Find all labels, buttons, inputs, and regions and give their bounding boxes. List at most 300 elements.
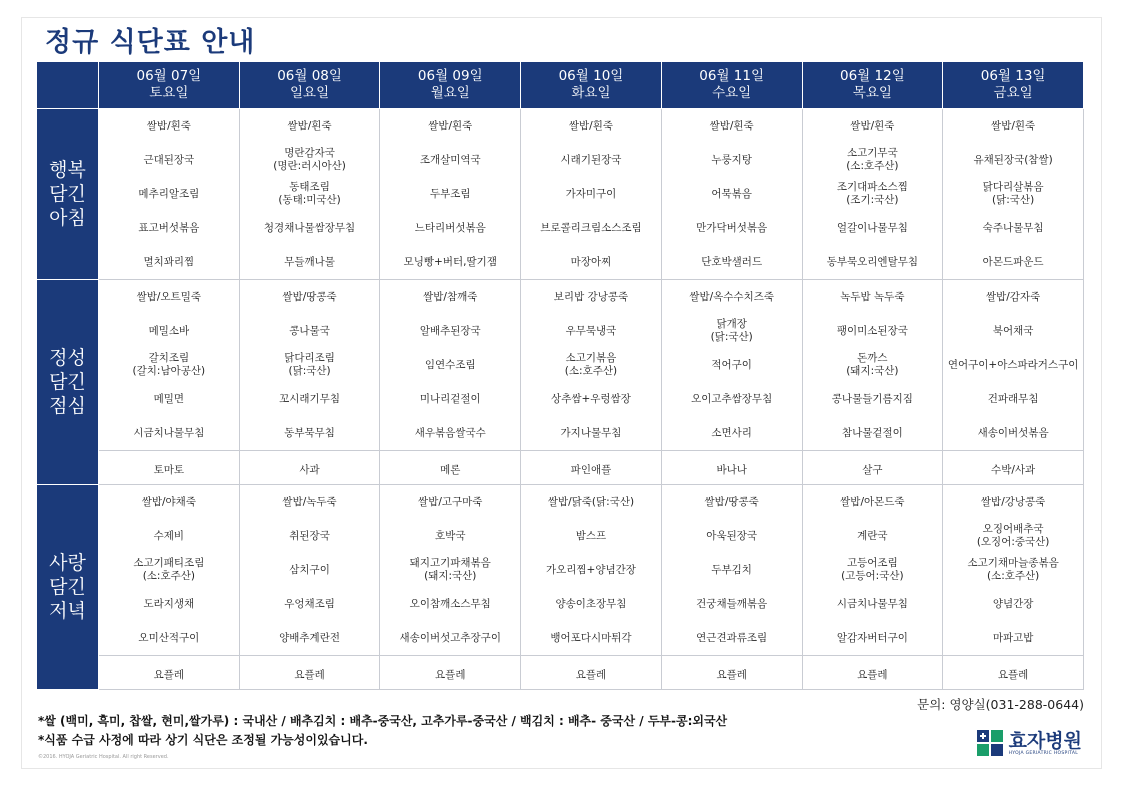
day-header: [943, 62, 1084, 109]
menu-item: [943, 314, 1083, 348]
menu-item-name: 수제비: [153, 529, 185, 542]
menu-item: [662, 314, 802, 348]
menu-item-origin: (소:호주산): [564, 365, 618, 377]
menu-item-name: 오이참깨소스무침: [409, 597, 491, 610]
menu-item: [943, 621, 1083, 655]
menu-item: [662, 416, 802, 450]
meal-label: [37, 280, 99, 485]
menu-item: [521, 143, 661, 177]
day-meal-cell: [99, 109, 240, 280]
menu-item-name: 쌀밥/오트밀죽: [136, 290, 202, 303]
menu-item-name: 쌀밥/옥수수치즈죽: [689, 290, 774, 303]
hospital-name: 효자병원: [1008, 729, 1082, 752]
hospital-logo-icon: [977, 730, 1003, 756]
day-meal-cell: [802, 280, 943, 451]
day-meal-cell: [802, 485, 943, 656]
menu-item-name: 적어구이: [711, 358, 752, 371]
menu-item: [99, 211, 239, 245]
menu-item-name: 동부묵오리엔탈무침: [826, 255, 919, 268]
menu-item: [240, 416, 380, 450]
menu-item: [803, 416, 943, 450]
menu-item-name: 참나물겉절이: [841, 426, 903, 439]
menu-item-name: 아욱된장국: [706, 529, 758, 542]
day-header: [380, 62, 521, 109]
dessert-item: 파인애플: [570, 464, 612, 476]
menu-item: [943, 382, 1083, 416]
dessert-row: [37, 451, 1084, 485]
menu-item-name: 돼지고기파채볶음: [409, 557, 491, 569]
menu-item: [662, 109, 802, 143]
day-meal-cell: [380, 280, 521, 451]
menu-item-name: 쌀밥/야채죽: [141, 495, 196, 508]
menu-item-name: 알배추된장국: [419, 324, 481, 337]
menu-item-origin: (명란:러시아산): [273, 160, 346, 172]
menu-item-name: 숙주나물무침: [982, 221, 1044, 234]
day-weekday: 화요일: [571, 85, 611, 101]
day-date: 06월 09일: [417, 68, 483, 84]
menu-item-name: 멸치꽈리찜: [143, 255, 195, 268]
menu-item-name: 밤스프: [575, 529, 607, 542]
menu-item: [803, 245, 943, 279]
dessert-item: 요플레: [435, 669, 466, 681]
menu-item-name: 쌀밥/흰죽: [146, 119, 191, 132]
menu-item-name: 뱅어포다시마튀각: [550, 631, 632, 644]
menu-item: [380, 485, 520, 519]
menu-item-origin: (갈치:남아공산): [132, 365, 206, 377]
day-meal-cell: [99, 485, 240, 656]
menu-item-name: 닭개장: [716, 318, 747, 330]
dessert-item: 살구: [862, 464, 883, 476]
menu-item: [521, 587, 661, 621]
menu-item-name: 콩나물국: [289, 324, 330, 337]
dessert-cell: [380, 451, 521, 485]
menu-item-name: 오미산적구이: [138, 631, 200, 644]
menu-item-name: 메밀면: [153, 392, 185, 405]
menu-item-name: 닭다리조림: [284, 352, 335, 364]
menu-item-name: 조기대파소스찜: [836, 181, 908, 193]
menu-item-name: 소고기볶음: [565, 352, 617, 364]
day-date: 06월 08일: [277, 68, 342, 84]
menu-item-origin: (오징어:중국산): [976, 536, 1050, 548]
menu-item: [803, 621, 943, 655]
menu-item: [662, 485, 802, 519]
menu-item: [803, 587, 943, 621]
menu-item: [99, 587, 239, 621]
day-meal-cell: [521, 109, 662, 280]
day-weekday: 토요일: [149, 85, 189, 101]
menu-item-name: 상추쌈+우렁쌈장: [551, 392, 631, 405]
menu-item-name: 모닝빵+버터,딸기잼: [403, 255, 497, 268]
menu-item-name: 쌀밥/흰죽: [850, 119, 895, 132]
menu-item: [943, 143, 1083, 177]
menu-item-name: 가오리찜+양념간장: [545, 563, 636, 576]
menu-item: [380, 553, 520, 587]
day-weekday: 수요일: [712, 85, 752, 101]
meal-label-line: 정성: [49, 347, 86, 369]
menu-item-name: 누룽지탕: [711, 153, 752, 166]
menu-item: [943, 245, 1083, 279]
day-meal-cell: [943, 109, 1084, 280]
menu-item: [521, 621, 661, 655]
menu-item-origin: (닭:국산): [288, 365, 331, 377]
menu-item: [803, 211, 943, 245]
menu-item: [662, 348, 802, 382]
dessert-cell: [239, 656, 380, 690]
menu-item: [521, 177, 661, 211]
menu-item-name: 쌀밥/참깨죽: [423, 290, 478, 303]
footnote-origin: *쌀 (백미, 흑미, 찹쌀, 현미,쌀가루) : 국내산 / 배추김치 : 배추-중국산, 고추가루-중국산 / 백김치 : 배추- 중국산 / 두부-콩:외국산: [38, 714, 728, 728]
menu-item: [240, 245, 380, 279]
menu-item-name: 시래기된장국: [560, 153, 622, 166]
menu-item: [380, 519, 520, 553]
dessert-cell: [802, 451, 943, 485]
dessert-item: 요플레: [857, 669, 888, 681]
meal-label: [37, 485, 99, 690]
menu-item-origin: (닭:국산): [992, 194, 1035, 206]
menu-item-name: 어묵볶음: [711, 187, 752, 200]
menu-item: [943, 485, 1083, 519]
day-weekday: 일요일: [289, 85, 330, 101]
menu-item-name: 건궁채들깨볶음: [696, 597, 768, 610]
menu-item: [521, 485, 661, 519]
menu-item: [662, 553, 802, 587]
menu-item-name: 새송이버섯고추장구이: [399, 631, 501, 644]
menu-item: [380, 348, 520, 382]
menu-item-name: 얼갈이나물무침: [836, 221, 908, 234]
day-header: [521, 62, 662, 109]
menu-item-name: 건파래무침: [987, 392, 1039, 405]
menu-item-name: 동태조림: [289, 181, 330, 193]
day-meal-cell: [661, 109, 802, 280]
dessert-item: 요플레: [294, 669, 325, 681]
dessert-item: 요플레: [575, 669, 607, 681]
menu-item-name: 알감자버터구이: [836, 631, 908, 644]
menu-item-name: 마장아찌: [570, 255, 612, 268]
day-meal-cell: [239, 485, 380, 656]
dessert-cell: [99, 656, 240, 690]
menu-item-name: 쌀밥/땅콩죽: [704, 495, 759, 508]
meal-label-line: 담긴: [49, 576, 86, 598]
meal-label-line: 점심: [49, 395, 86, 417]
menu-item-name: 쌀밥/흰죽: [287, 119, 332, 132]
day-meal-cell: [521, 280, 662, 451]
menu-item-name: 시금치나물무침: [133, 426, 205, 439]
day-weekday: 금요일: [993, 85, 1033, 101]
menu-item-name: 브로콜리크림소스조림: [540, 221, 642, 234]
day-weekday: 목요일: [852, 85, 892, 101]
meal-label-line: 저녁: [49, 600, 86, 622]
menu-item-name: 가지나물무침: [560, 426, 622, 439]
day-meal-cell: [661, 485, 802, 656]
menu-item: [662, 587, 802, 621]
menu-item-name: 무들깨나물: [284, 255, 335, 268]
menu-item-origin: (소:호주산): [986, 570, 1040, 582]
dessert-cell: [802, 656, 943, 690]
menu-item: [240, 621, 380, 655]
menu-item-name: 소고기패티조림: [133, 557, 205, 569]
menu-item-name: 쌀밥/흰죽: [568, 119, 614, 132]
menu-item-name: 메추리알조림: [138, 187, 200, 200]
menu-item: [521, 280, 661, 314]
menu-item-name: 연근견과류조림: [696, 631, 768, 644]
menu-item: [99, 416, 239, 450]
menu-item-name: 쌀밥/녹두죽: [282, 495, 337, 508]
day-header: [239, 62, 380, 109]
menu-item: [943, 211, 1083, 245]
meal-label-line: 사랑: [49, 552, 86, 574]
day-meal-cell: [99, 280, 240, 451]
menu-item: [662, 280, 802, 314]
dessert-item: 요플레: [997, 669, 1029, 681]
menu-item: [662, 177, 802, 211]
menu-item: [380, 245, 520, 279]
menu-item: [99, 553, 239, 587]
contact-info: 문의: 영양실(031-288-0644): [917, 697, 1084, 712]
dessert-item: 수박/사과: [991, 464, 1036, 476]
day-date: 06월 13일: [980, 68, 1046, 84]
menu-item: [99, 245, 239, 279]
menu-item-name: 소고기채마늘종볶음: [967, 557, 1059, 569]
menu-item-name: 오이고추쌈장무침: [691, 392, 773, 405]
menu-item: [803, 348, 943, 382]
menu-item: [240, 109, 380, 143]
menu-item-name: 취된장국: [289, 529, 330, 542]
day-date: 06월 10일: [558, 68, 624, 84]
menu-item: [803, 314, 943, 348]
meal-label-line: 담긴: [49, 371, 86, 393]
menu-item-name: 쌀밥/고구마죽: [418, 495, 483, 508]
menu-item: [521, 416, 661, 450]
day-date: 06월 11일: [699, 68, 765, 84]
menu-item-name: 도라지생채: [143, 597, 195, 610]
menu-item-name: 보리밥 강낭콩죽: [553, 290, 629, 303]
menu-item: [662, 519, 802, 553]
meal-row: [37, 485, 1084, 656]
day-meal-cell: [239, 109, 380, 280]
menu-item: [943, 109, 1083, 143]
menu-item-name: 두부조림: [429, 187, 471, 200]
dessert-cell: [521, 451, 662, 485]
menu-item-name: 만가닥버섯볶음: [696, 221, 768, 234]
menu-item-name: 콩나물들기름지짐: [831, 392, 913, 405]
menu-item: [943, 519, 1083, 553]
menu-item: [943, 553, 1083, 587]
day-date: 06월 07일: [136, 68, 202, 84]
menu-item-name: 쌀밥/땅콩죽: [282, 290, 337, 303]
menu-item-origin: (고등어:국산): [841, 570, 904, 582]
dessert-item: 요플레: [716, 669, 747, 681]
menu-item: [380, 621, 520, 655]
menu-item: [521, 553, 661, 587]
menu-item: [99, 382, 239, 416]
menu-item-name: 가자미구이: [565, 187, 617, 200]
menu-item: [380, 280, 520, 314]
meal-label: [37, 109, 99, 280]
menu-item-name: 메밀소바: [148, 324, 190, 337]
menu-item: [521, 519, 661, 553]
menu-item: [943, 280, 1083, 314]
menu-item-name: 단호박샐러드: [701, 255, 763, 268]
day-meal-cell: [521, 485, 662, 656]
menu-item: [240, 485, 380, 519]
menu-item-name: 시금치나물무침: [836, 597, 908, 610]
menu-item-origin: (조기:국산): [846, 194, 899, 206]
menu-item-name: 북어채국: [992, 324, 1034, 337]
menu-item-name: 근대된장국: [143, 153, 195, 166]
menu-item: [380, 314, 520, 348]
menu-item-name: 아몬드파운드: [982, 255, 1044, 268]
day-meal-cell: [802, 109, 943, 280]
dessert-cell: [99, 451, 240, 485]
menu-item: [240, 348, 380, 382]
menu-item-name: 갈치조림: [148, 352, 190, 364]
menu-item-name: 팽이미소된장국: [836, 324, 908, 337]
footnotes: [38, 712, 727, 750]
day-meal-cell: [380, 485, 521, 656]
menu-item: [240, 143, 380, 177]
dessert-item: 요플레: [153, 669, 185, 681]
menu-item: [803, 280, 943, 314]
menu-item-name: 양념간장: [992, 597, 1034, 610]
menu-item-name: 명란감자국: [284, 147, 335, 159]
menu-item-name: 표고버섯볶음: [138, 221, 200, 234]
meal-row: [37, 280, 1084, 451]
menu-item-name: 새송이버섯볶음: [977, 426, 1049, 439]
menu-item-name: 소고기무국: [847, 147, 898, 159]
menu-item-name: 꼬시래기무침: [279, 392, 340, 405]
menu-item-name: 마파고밥: [992, 631, 1034, 644]
menu-item-name: 우무묵냉국: [565, 324, 617, 337]
menu-item-name: 미나리겉절이: [419, 392, 481, 405]
meal-label-line: 행복: [49, 159, 86, 181]
menu-item: [803, 485, 943, 519]
menu-item: [380, 109, 520, 143]
hospital-logo: [977, 730, 1082, 756]
menu-item-name: 닭다리살볶음: [982, 181, 1044, 193]
menu-item-name: 양송이초장무침: [555, 597, 627, 610]
menu-item-origin: (돼지:국산): [846, 365, 899, 377]
menu-item: [380, 211, 520, 245]
day-meal-cell: [380, 109, 521, 280]
menu-item: [521, 245, 661, 279]
meal-table-body: [37, 109, 1084, 690]
menu-item-name: 고등어조림: [847, 557, 898, 569]
dessert-cell: [661, 451, 802, 485]
menu-item-name: 쌀밥/아몬드죽: [840, 495, 905, 508]
menu-item: [240, 382, 380, 416]
dessert-cell: [521, 656, 662, 690]
day-meal-cell: [661, 280, 802, 451]
menu-item-name: 동부묵무침: [284, 426, 335, 439]
menu-item-name: 쌀밥/강낭콩죽: [980, 495, 1046, 508]
menu-item: [943, 587, 1083, 621]
menu-item: [943, 416, 1083, 450]
menu-item: [99, 485, 239, 519]
menu-item-name: 쌀밥/흰죽: [991, 119, 1036, 132]
menu-item: [380, 587, 520, 621]
menu-item: [662, 245, 802, 279]
day-header: [99, 62, 240, 109]
menu-item: [521, 382, 661, 416]
menu-item-name: 조개살미역국: [419, 153, 481, 166]
menu-item-name: 쌀밥/흰죽: [709, 119, 754, 132]
menu-item: [521, 314, 661, 348]
meal-label-line: 담긴: [49, 183, 86, 205]
menu-item-origin: (소:호주산): [142, 570, 195, 582]
menu-item: [99, 348, 239, 382]
menu-item: [240, 280, 380, 314]
menu-item-name: 쌀밥/닭죽(닭:국산): [547, 495, 635, 508]
day-date: 06월 12일: [840, 68, 905, 84]
dessert-row: [37, 656, 1084, 690]
dessert-item: 토마토: [153, 464, 185, 476]
dessert-item: 사과: [299, 464, 320, 476]
menu-item-name: 우엉채조림: [284, 597, 335, 610]
dessert-cell: [661, 656, 802, 690]
meal-table: [36, 61, 1084, 690]
header-row: [37, 62, 1084, 109]
menu-item-name: 쌀밥/흰죽: [428, 119, 473, 132]
menu-item: [803, 553, 943, 587]
menu-item: [521, 348, 661, 382]
menu-item: [803, 382, 943, 416]
menu-item: [662, 621, 802, 655]
menu-item: [240, 314, 380, 348]
menu-item: [99, 143, 239, 177]
menu-item: [99, 314, 239, 348]
menu-item: [662, 143, 802, 177]
menu-item: [99, 177, 239, 211]
menu-item: [943, 348, 1083, 382]
dessert-cell: [380, 656, 521, 690]
day-meal-cell: [943, 485, 1084, 656]
menu-item-origin: (돼지:국산): [424, 570, 477, 582]
menu-item-name: 오징어배추국: [982, 523, 1044, 535]
menu-item-name: 돈까스: [857, 352, 888, 364]
copyright: ©2016. HYOJA Geriatric Hospital. All right Reserved.: [38, 754, 169, 760]
day-meal-cell: [943, 280, 1084, 451]
menu-item: [662, 382, 802, 416]
menu-item-name: 임연수조림: [424, 358, 476, 371]
menu-item: [521, 109, 661, 143]
menu-item: [662, 211, 802, 245]
menu-item-name: 연어구이+아스파라거스구이: [947, 358, 1079, 371]
meal-row: [37, 109, 1084, 280]
menu-item: [943, 177, 1083, 211]
menu-item-name: 녹두밥 녹두죽: [840, 290, 905, 303]
menu-item-name: 쌀밥/감자죽: [985, 290, 1041, 303]
dessert-cell: [943, 451, 1084, 485]
menu-item-name: 삼치구이: [289, 563, 330, 576]
menu-item: [240, 587, 380, 621]
menu-item: [380, 416, 520, 450]
menu-item: [380, 177, 520, 211]
menu-item: [240, 553, 380, 587]
menu-item-origin: (소:호주산): [846, 160, 899, 172]
menu-item: [803, 143, 943, 177]
menu-item: [803, 109, 943, 143]
menu-item-name: 호박국: [435, 529, 466, 542]
page-title: 정규 식단표 안내: [45, 27, 256, 58]
menu-item: [99, 280, 239, 314]
menu-item-name: 유채된장국(참쌀): [973, 153, 1053, 166]
menu-item-name: 느타리버섯볶음: [414, 221, 486, 234]
menu-item: [380, 143, 520, 177]
menu-item-name: 두부김치: [711, 563, 752, 576]
menu-item: [240, 211, 380, 245]
dessert-item: 바나나: [716, 464, 747, 476]
menu-item: [240, 519, 380, 553]
